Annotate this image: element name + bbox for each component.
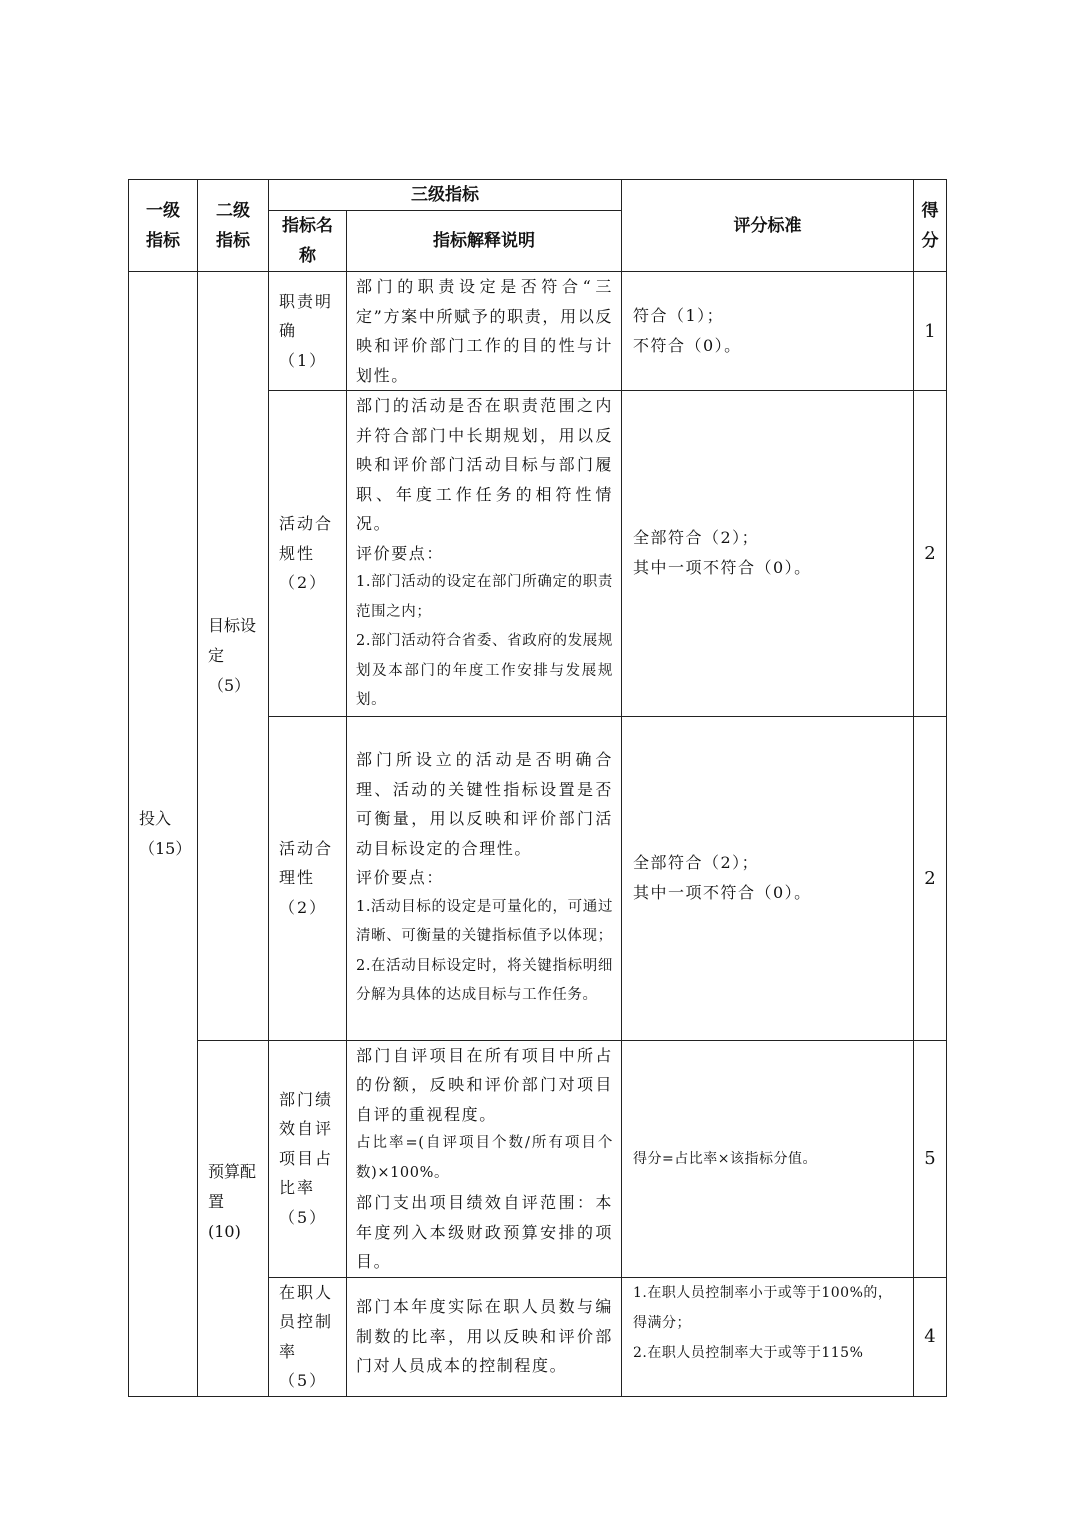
scoring-standard: 符合（1）； 不符合（0）。 xyxy=(622,272,914,391)
scoring-standard: 全部符合（2）； 其中一项不符合（0）。 xyxy=(622,391,914,717)
header-standard: 评分标准 xyxy=(622,180,914,272)
level2-points: (10) xyxy=(208,1221,241,1241)
header-name: 指标名称 xyxy=(269,211,347,272)
header-level1: 一级指标 xyxy=(129,180,198,272)
score-value: 4 xyxy=(914,1277,947,1396)
indicator-explain: 部门本年度实际在职人员数与编制数的比率，用以反映和评价部门对人员成本的控制程度。 xyxy=(347,1277,622,1396)
score-value: 2 xyxy=(914,716,947,1040)
indicator-explain: 部门的活动是否在职责范围之内并符合部门中长期规划，用以反映和评价部门活动目标与部门履职、年度工作任务的相符性情况。 评价要点： 1.部门活动的设定在部门所确定的职责范围之内； 2.部门活动符合省委、省政府的发展规划及本部门的年度工作安排与发展规划。 xyxy=(347,391,622,717)
level2-points: （5） xyxy=(208,675,251,695)
level2-label: 预算配置 xyxy=(208,1161,257,1211)
score-value: 5 xyxy=(914,1040,947,1277)
scoring-standard: 全部符合（2）； 其中一项不符合（0）。 xyxy=(622,716,914,1040)
scoring-standard: 得分=占比率×该指标分值。 xyxy=(622,1040,914,1277)
indicator-name: 职责明确（1） xyxy=(269,272,347,391)
header-level2: 二级指标 xyxy=(198,180,269,272)
header-level3: 三级指标 xyxy=(269,180,622,211)
header-score: 得分 xyxy=(914,180,947,272)
level1-label: 投入 xyxy=(139,808,172,828)
level2-label: 目标设定 xyxy=(208,615,257,665)
indicator-explain: 部门自评项目在所有项目中所占的份额，反映和评价部门对项目自评的重视程度。 占比率=(自评项目个数/所有项目个数)×100%。 部门支出项目绩效自评范围：本年度列入本级财政预算安排的项目。 xyxy=(347,1040,622,1277)
score-value: 1 xyxy=(914,272,947,391)
indicator-name: 部门绩效自评项目占比率（5） xyxy=(269,1040,347,1277)
indicator-name: 活动合理性（2） xyxy=(269,716,347,1040)
level1-points: （15） xyxy=(139,838,192,858)
indicator-name: 活动合规性（2） xyxy=(269,391,347,717)
indicator-name: 在职人员控制率（5） xyxy=(269,1277,347,1396)
evaluation-table xyxy=(128,179,947,1397)
level2-cell-budget xyxy=(198,1040,269,1396)
level2-cell-target xyxy=(198,272,269,1041)
level1-cell xyxy=(129,272,198,1397)
scoring-standard: 1.在职人员控制率小于或等于100%的，得满分； 2.在职人员控制率大于或等于115% xyxy=(622,1277,914,1396)
indicator-explain: 部门的职责设定是否符合“三定”方案中所赋予的职责，用以反映和评价部门工作的目的性与计划性。 xyxy=(347,272,622,391)
header-explain: 指标解释说明 xyxy=(347,211,622,272)
indicator-explain: 部门所设立的活动是否明确合理、活动的关键性指标设置是否可衡量，用以反映和评价部门活动目标设定的合理性。 评价要点： 1.活动目标的设定是可量化的，可通过清晰、可衡量的关键指标值予以体现； 2.在活动目标设定时，将关键指标明细分解为具体的达成目标与工作任务。 xyxy=(347,716,622,1040)
score-value: 2 xyxy=(914,391,947,717)
